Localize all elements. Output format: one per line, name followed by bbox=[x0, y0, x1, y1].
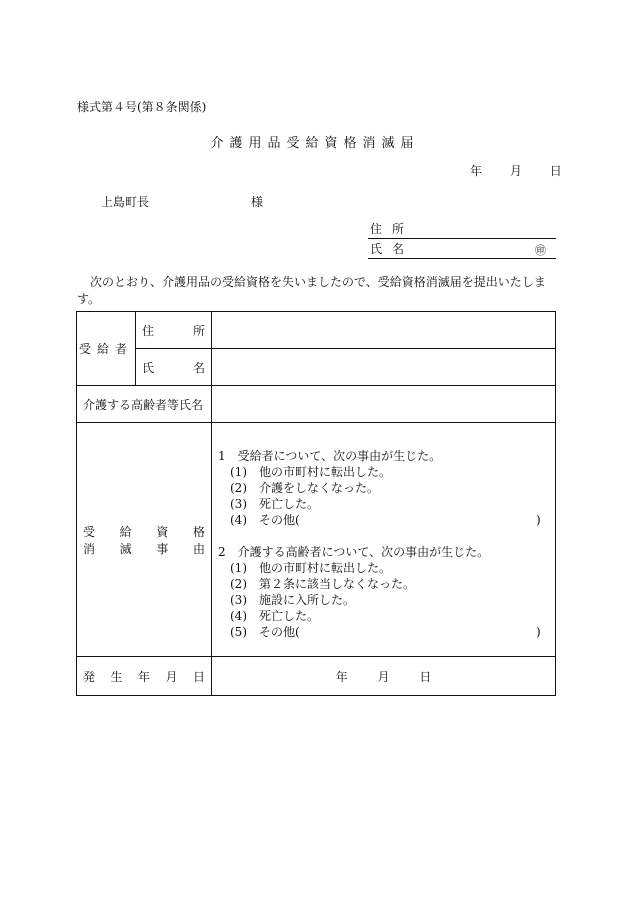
reason-label-2-1: 滅 bbox=[119, 541, 132, 556]
reason-label-1-1: 給 bbox=[119, 524, 132, 539]
addressee-honorific: 様 bbox=[251, 195, 264, 209]
applicant-name-line[interactable] bbox=[368, 242, 556, 259]
section1-item-4-row[interactable] bbox=[218, 512, 555, 528]
elderly-name-field[interactable] bbox=[212, 386, 556, 423]
occurrence-date-label-cell bbox=[77, 657, 212, 696]
date-year: 年 bbox=[470, 164, 483, 178]
name-label-cell bbox=[136, 349, 212, 386]
date-month: 月 bbox=[509, 164, 522, 178]
seal-mark: ㊞ bbox=[535, 244, 546, 257]
occurrence-year: 年 bbox=[335, 669, 348, 684]
occurrence-label-0: 発 bbox=[83, 669, 96, 684]
section2-item-3[interactable]: (3) 施設に入所した。 bbox=[230, 592, 355, 607]
addressee bbox=[101, 193, 264, 210]
intro-text: 次のとおり、介護用品の受給資格を失いましたので、受給資格消滅届を提出いたします。 bbox=[77, 275, 546, 306]
addressee-name: 上島町長 bbox=[101, 195, 150, 209]
reason-label-1-3: 格 bbox=[192, 524, 205, 539]
section1-item-2[interactable]: (2) 介護をしなくなった。 bbox=[230, 480, 379, 495]
reason-label-1-2: 資 bbox=[156, 524, 169, 539]
elderly-name-label: 介護する高齢者等氏名 bbox=[83, 397, 204, 412]
section2-item-4[interactable]: (4) 死亡した。 bbox=[230, 608, 319, 623]
section2-title: 2 介護する高齢者について、次の事由が生じた。 bbox=[218, 544, 490, 559]
reason-label-2-0: 消 bbox=[83, 541, 96, 556]
recipient-label: 受給者 bbox=[78, 342, 133, 356]
form-number-label: 様式第４号(第８条関係) bbox=[77, 100, 207, 114]
name-label-b: 名 bbox=[192, 360, 205, 375]
address-label-a: 住 bbox=[142, 323, 155, 338]
reason-label-cell bbox=[77, 423, 212, 657]
occurrence-label-4: 日 bbox=[192, 669, 205, 684]
address-label-b: 所 bbox=[192, 323, 205, 338]
occurrence-month: 月 bbox=[377, 669, 390, 684]
section1-item-1[interactable]: (1) 他の市町村に転出した。 bbox=[230, 464, 391, 479]
section2-item-1[interactable]: (1) 他の市町村に転出した。 bbox=[230, 560, 391, 575]
applicant-name-label: 氏名 bbox=[370, 242, 415, 256]
submission-date bbox=[470, 162, 562, 179]
document-title: 介護用品受給資格消滅届 bbox=[210, 136, 420, 151]
section2-paren-close: ) bbox=[536, 624, 541, 639]
occurrence-day: 日 bbox=[419, 669, 432, 684]
section1-item-3[interactable]: (3) 死亡した。 bbox=[230, 496, 319, 511]
section1-paren-close: ) bbox=[536, 512, 541, 527]
section1-title: 1 受給者について、次の事由が生じた。 bbox=[218, 448, 442, 463]
section2-item-5-row[interactable] bbox=[218, 624, 555, 640]
reason-label-2-3: 由 bbox=[192, 541, 205, 556]
applicant-address-label: 住所 bbox=[370, 222, 415, 236]
section2-item-5: (5) その他( bbox=[230, 624, 300, 639]
name-label-a: 氏 bbox=[142, 360, 155, 375]
occurrence-label-3: 月 bbox=[165, 669, 178, 684]
occurrence-label-1: 生 bbox=[110, 669, 123, 684]
reason-label-2-2: 事 bbox=[156, 541, 169, 556]
recipient-address-field[interactable] bbox=[212, 312, 556, 349]
reason-list-cell bbox=[212, 423, 556, 657]
elderly-name-label-cell bbox=[77, 386, 212, 423]
section1-item-4: (4) その他( bbox=[230, 512, 300, 527]
date-day: 日 bbox=[549, 164, 562, 178]
occurrence-date-field[interactable] bbox=[212, 657, 556, 696]
recipient-label-cell bbox=[77, 312, 136, 386]
reason-label-1-0: 受 bbox=[83, 524, 96, 539]
address-label-cell bbox=[136, 312, 212, 349]
form-table bbox=[76, 311, 556, 696]
recipient-name-field[interactable] bbox=[212, 349, 556, 386]
applicant-address-line[interactable] bbox=[368, 222, 556, 239]
occurrence-label-2: 年 bbox=[137, 669, 150, 684]
section2-item-2[interactable]: (2) 第２条に該当しなくなった。 bbox=[230, 576, 415, 591]
